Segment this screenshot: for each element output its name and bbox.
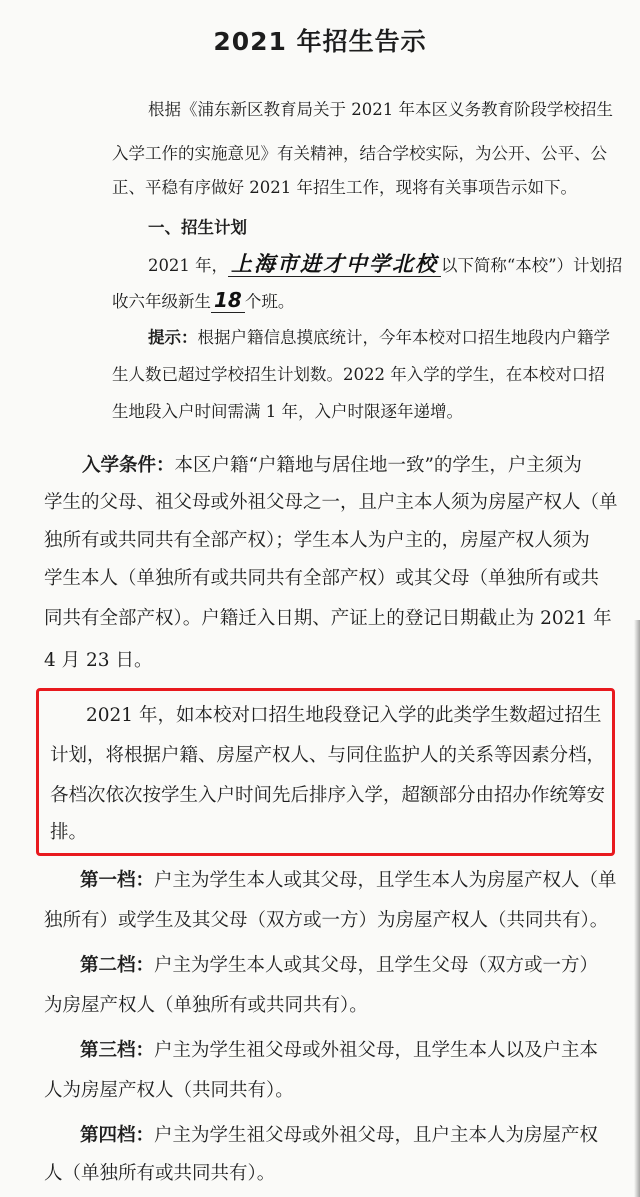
conditions-line-4: 学生本人（单独所有或共同共有全部产权）或其父母（单独所有或共 <box>44 568 600 589</box>
tier-2-text-1: 户主为学生本人或其父母，且学生父母（双方或一方） <box>154 955 599 976</box>
plan-suffix: 以下简称“本校”）计划招 <box>441 256 623 275</box>
tier-3-line-1 <box>80 1040 598 1062</box>
document-title: 2021 年招生告示 <box>213 27 427 56</box>
conditions-text-1: 本区户籍“户籍地与居住地一致”的学生，户主须为 <box>174 455 582 476</box>
tier-3-label: 第三档： <box>80 1040 155 1061</box>
tip-text-1: 根据户籍信息摸底统计，今年本校对口招生地段内户籍学 <box>197 328 610 347</box>
plan-line2-suffix: 个班。 <box>244 292 295 311</box>
conditions-label: 入学条件： <box>82 455 175 476</box>
highlight-line-1: 2021 年，如本校对口招生地段登记入学的此类学生数超过招生 <box>86 705 602 726</box>
conditions-line-5: 同共有全部产权）。户籍迁入日期、产证上的登记日期截止为 2021 年 <box>44 608 612 629</box>
tip-line-1 <box>148 328 610 348</box>
tier-4-label: 第四档： <box>80 1125 155 1146</box>
tip-line-3: 生地段入户时间需满 1 年，入户时限逐年递增。 <box>112 402 463 421</box>
handwritten-school-name: 上海市进才中学北校 <box>228 252 441 277</box>
tip-label: 提示： <box>148 328 198 347</box>
tier-4-line-2: 人（单独所有或共同共有）。 <box>44 1163 276 1184</box>
tier-3-line-2: 人为房屋产权人（共同共有）。 <box>44 1080 294 1101</box>
handwritten-class-count: 18 <box>211 288 245 313</box>
tier-1-label: 第一档： <box>80 870 155 891</box>
intro-line-1: 根据《浦东新区教育局关于 2021 年本区义务教育阶段学校招生 <box>148 100 613 119</box>
tier-1-text-1: 户主为学生本人或其父母，且学生本人为房屋产权人（单 <box>154 870 617 891</box>
page-edge-shadow <box>634 620 640 1197</box>
conditions-line-6: 4 月 23 日。 <box>44 650 153 671</box>
tier-4-line-1 <box>80 1125 598 1147</box>
tier-4-text-1: 户主为学生祖父母或外祖父母，且户主本人为房屋产权 <box>154 1125 599 1146</box>
tier-1-line-2: 独所有）或学生及其父母（双方或一方）为房屋产权人（共同共有）。 <box>44 910 609 931</box>
tier-2-label: 第二档： <box>80 955 155 976</box>
intro-line-3: 正、平稳有序做好 2021 年招生工作，现将有关事项告示如下。 <box>112 178 577 197</box>
highlight-line-4: 排。 <box>50 822 88 843</box>
tip-line-2: 生人数已超过学校招生计划数。2022 年入学的学生，在本校对口招 <box>112 365 605 384</box>
plan-prefix: 2021 年， <box>148 256 229 275</box>
highlight-line-3: 各档次依次按学生入户时间先后排序入学，超额部分由招办作统筹安 <box>50 785 606 806</box>
plan-line-2 <box>112 290 294 312</box>
conditions-line-3: 独所有或共同共有全部产权）；学生本人为户主的，房屋产权人须为 <box>44 530 590 551</box>
conditions-line-1 <box>82 455 582 477</box>
plan-line-1 <box>148 254 622 276</box>
section-heading: 一、招生计划 <box>148 218 247 237</box>
tier-2-line-2: 为房屋产权人（单独所有或共同共有）。 <box>44 995 368 1016</box>
tier-3-text-1: 户主为学生祖父母或外祖父母，且学生本人以及户主本 <box>154 1040 599 1061</box>
intro-line-2: 入学工作的实施意见》有关精神，结合学校实际，为公开、公平、公 <box>112 144 607 163</box>
tier-1-line-1 <box>80 870 617 892</box>
highlight-line-2: 计划，将根据户籍、房屋产权人、与同住监护人的关系等因素分档， <box>50 745 606 766</box>
tier-2-line-1 <box>80 955 598 977</box>
conditions-line-2: 学生的父母、祖父母或外祖父母之一，且户主本人须为房屋产权人（单 <box>44 492 618 513</box>
plan-line2-prefix: 收六年级新生 <box>112 292 211 311</box>
